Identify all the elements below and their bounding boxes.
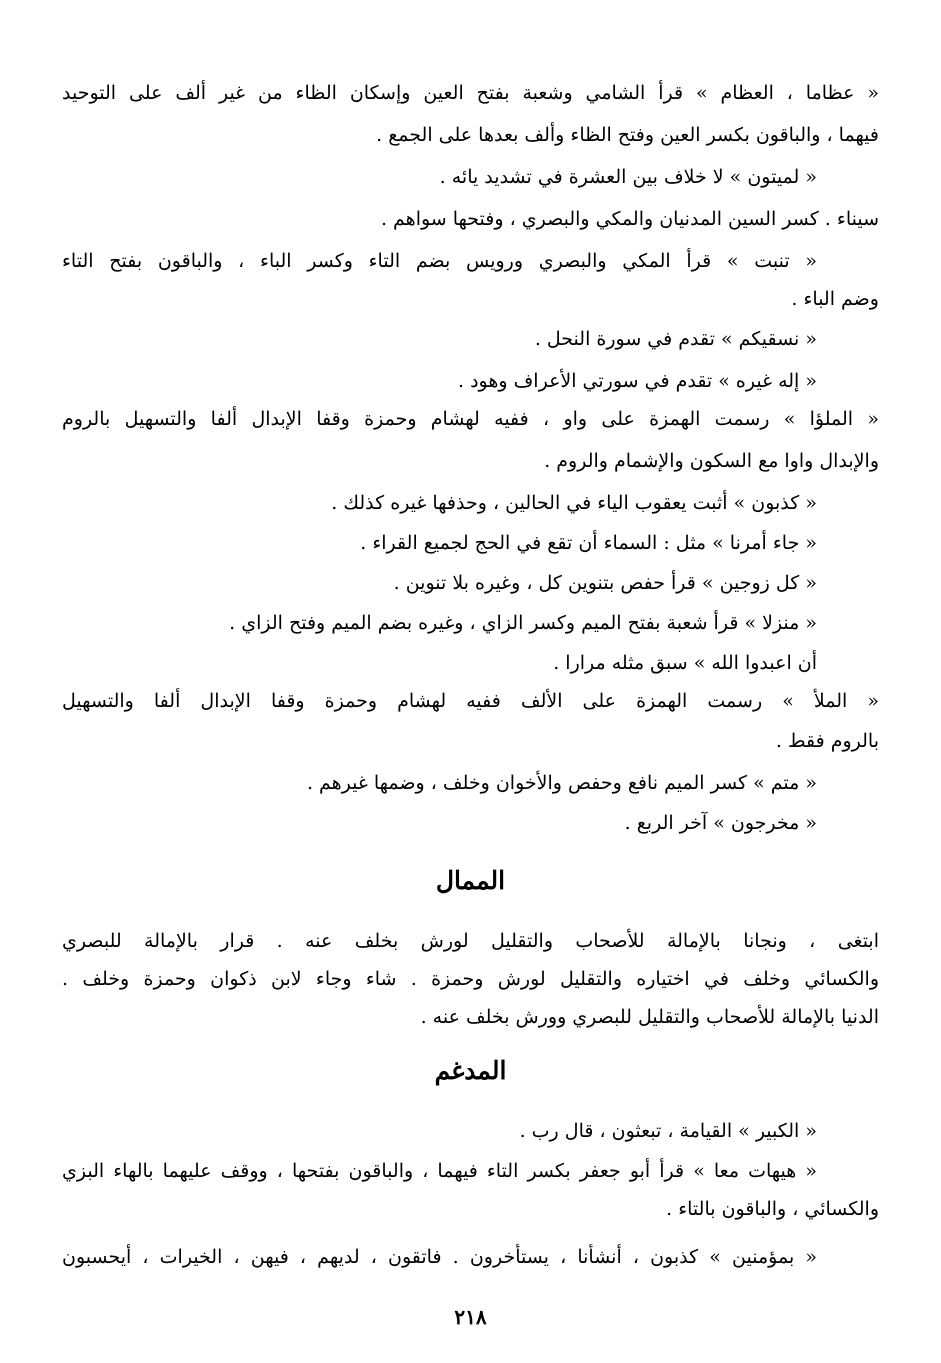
text-line: أن اعبدوا الله » سبق مثله مرارا .: [553, 652, 817, 674]
text-line: فيهما ، والباقون بكسر العين وفتح الظاء وألف بعدها على الجمع .: [376, 124, 879, 146]
text-line: « مخرجون » آخر الربع .: [624, 812, 817, 834]
text-line: « متم » كسر الميم نافع وحفص والأخوان وخلف ، وضمها غيرهم .: [306, 772, 817, 794]
text-line: « كل زوجين » قرأ حفص بتنوين كل ، وغيره بلا تنوين .: [393, 572, 817, 594]
text-line: « الملؤا » رسمت الهمزة على واو ، ففيه لهشام وحمزة وقفا الإبدال ألفا والتسهيل بالروم: [62, 408, 879, 430]
section-3-text: [62, 1118, 879, 1278]
text-line: « جاء أمرنا » مثل : السماء أن تقع في الحج لجميع القراء .: [360, 532, 817, 554]
text-line: « لميتون » لا خلاف بين العشرة في تشديد يائه .: [439, 166, 817, 188]
section-2-text: [62, 928, 879, 1048]
text-line: « منزلا » قرأ شعبة بفتح الميم وكسر الزاي ، وغيره بضم الميم وفتح الزاي .: [229, 612, 817, 634]
section-1-text: [62, 80, 879, 840]
text-line: « الكبير » القيامة ، تبعثون ، قال رب .: [519, 1120, 817, 1142]
text-line: « عظاما ، العظام » قرأ الشامي وشعبة بفتح العين وإسكان الظاء من غير ألف على التوحيد: [62, 82, 879, 104]
section-heading-mumal: الممال: [435, 866, 506, 895]
text-line: ابتغى ، ونجانا بالإمالة للأصحاب والتقليل لورش بخلف عنه . قرار بالإمالة للبصري: [62, 930, 879, 952]
text-line: « بمؤمنين » كذبون ، أنشأنا ، يستأخرون . فاتقون ، لديهم ، فيهن ، الخيرات ، أيحسبون: [62, 1246, 817, 1268]
section-heading-mudgham: المدغم: [434, 1056, 507, 1085]
text-line: سيناء . كسر السين المدنيان والمكي والبصري ، وفتحها سواهم .: [380, 208, 879, 230]
text-line: وضم الباء .: [791, 288, 879, 310]
text-line: والكسائي ، والباقون بالتاء .: [666, 1198, 879, 1220]
text-line: بالروم فقط .: [775, 730, 879, 752]
text-line: والإبدال واوا مع السكون والإشمام والروم .: [544, 450, 879, 472]
text-line: « إله غيره » تقدم في سورتي الأعراف وهود .: [458, 370, 817, 392]
text-line: « كذبون » أثبت يعقوب الياء في الحالين ، وحذفها غيره كذلك .: [331, 492, 817, 514]
text-line: الدنيا بالإمالة للأصحاب والتقليل للبصري وورش بخلف عنه .: [420, 1006, 879, 1028]
text-line: « الملأ » رسمت الهمزة على الألف ففيه لهشام وحمزة وقفا الإبدال ألفا والتسهيل: [62, 690, 879, 712]
page-number: ٢١٨: [454, 1305, 487, 1329]
text-line: « تنبت » قرأ المكي والبصري ورويس بضم التاء وكسر الباء ، والباقون بفتح التاء: [62, 250, 817, 272]
text-line: والكسائي وخلف في اختياره والتقليل لورش وحمزة . شاء وجاء لابن ذكوان وحمزة وخلف .: [62, 968, 879, 990]
text-line: « نسقيكم » تقدم في سورة النحل .: [534, 328, 817, 350]
text-line: « هيهات معا » قرأ أبو جعفر بكسر التاء فيهما ، والباقون بفتحها ، ووقف عليهما بالهاء البزي: [62, 1160, 817, 1182]
